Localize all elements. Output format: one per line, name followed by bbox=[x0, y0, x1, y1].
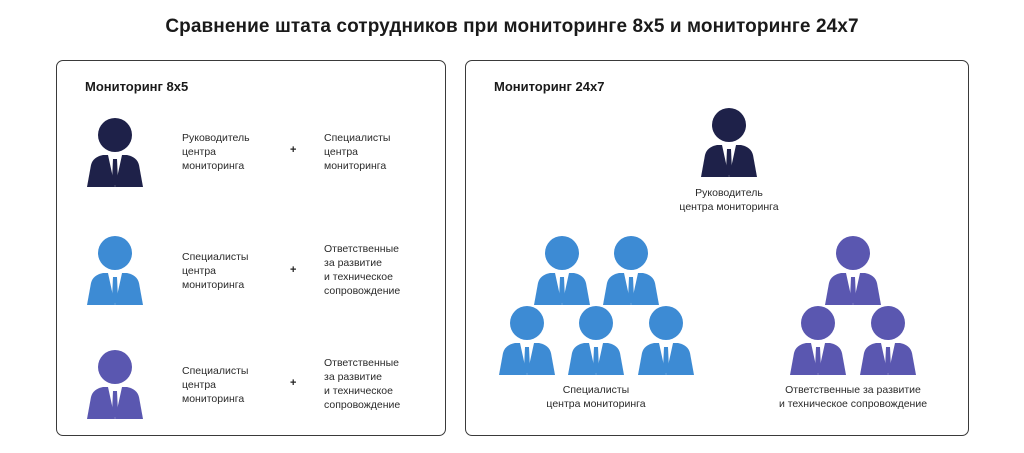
panel-24x7-title: Мониторинг 24х7 bbox=[494, 79, 605, 94]
panel-8x5-title: Мониторинг 8х5 bbox=[85, 79, 189, 94]
person-icon-graphic bbox=[83, 233, 147, 305]
person-icon-specialist bbox=[495, 303, 559, 375]
person-icon-specialist bbox=[530, 233, 594, 305]
person-icon-specialist bbox=[599, 233, 663, 305]
panel-8x5 bbox=[56, 60, 446, 436]
head-label: Руководитель центра мониторинга bbox=[679, 187, 779, 213]
person-icon-graphic bbox=[83, 115, 147, 187]
plus-sign: + bbox=[290, 264, 297, 276]
plus-sign: + bbox=[290, 144, 297, 156]
person-icon-responsible bbox=[83, 347, 147, 419]
plus-sign: + bbox=[290, 377, 297, 389]
person-icon-graphic bbox=[530, 233, 594, 305]
person-icon-responsible bbox=[821, 233, 885, 305]
row2-left-label: Специалисты центра мониторинга bbox=[182, 251, 249, 291]
person-icon-head bbox=[83, 115, 147, 187]
row1-left-label: Руководитель центра мониторинга bbox=[182, 132, 250, 172]
person-icon-graphic bbox=[564, 303, 628, 375]
responsible-label: Ответственные за развитие и техническое сопровождение bbox=[778, 384, 928, 410]
person-icon-graphic bbox=[634, 303, 698, 375]
row3-right-label: Ответственные за развитие и техническое сопровождение bbox=[324, 357, 401, 411]
person-icon-graphic bbox=[856, 303, 920, 375]
person-icon-responsible bbox=[786, 303, 850, 375]
page-title: Сравнение штата сотрудников при мониторинге 8х5 и мониторинге 24х7 bbox=[165, 16, 859, 37]
person-icon-responsible bbox=[856, 303, 920, 375]
person-icon-specialist bbox=[83, 233, 147, 305]
person-icon-graphic bbox=[495, 303, 559, 375]
person-icon-graphic bbox=[697, 105, 761, 177]
row1-right-label: Специалисты центра мониторинга bbox=[324, 132, 391, 172]
row2-right-label: Ответственные за развитие и техническое сопровождение bbox=[324, 243, 401, 297]
panel-24x7 bbox=[465, 60, 969, 436]
specialists-label: Специалисты центра мониторинга bbox=[546, 384, 646, 410]
person-icon-head bbox=[697, 105, 761, 177]
person-icon-specialist bbox=[634, 303, 698, 375]
person-icon-graphic bbox=[83, 347, 147, 419]
row3-left-label: Специалисты центра мониторинга bbox=[182, 365, 249, 405]
person-icon-specialist bbox=[564, 303, 628, 375]
person-icon-graphic bbox=[599, 233, 663, 305]
person-icon-graphic bbox=[821, 233, 885, 305]
person-icon-graphic bbox=[786, 303, 850, 375]
